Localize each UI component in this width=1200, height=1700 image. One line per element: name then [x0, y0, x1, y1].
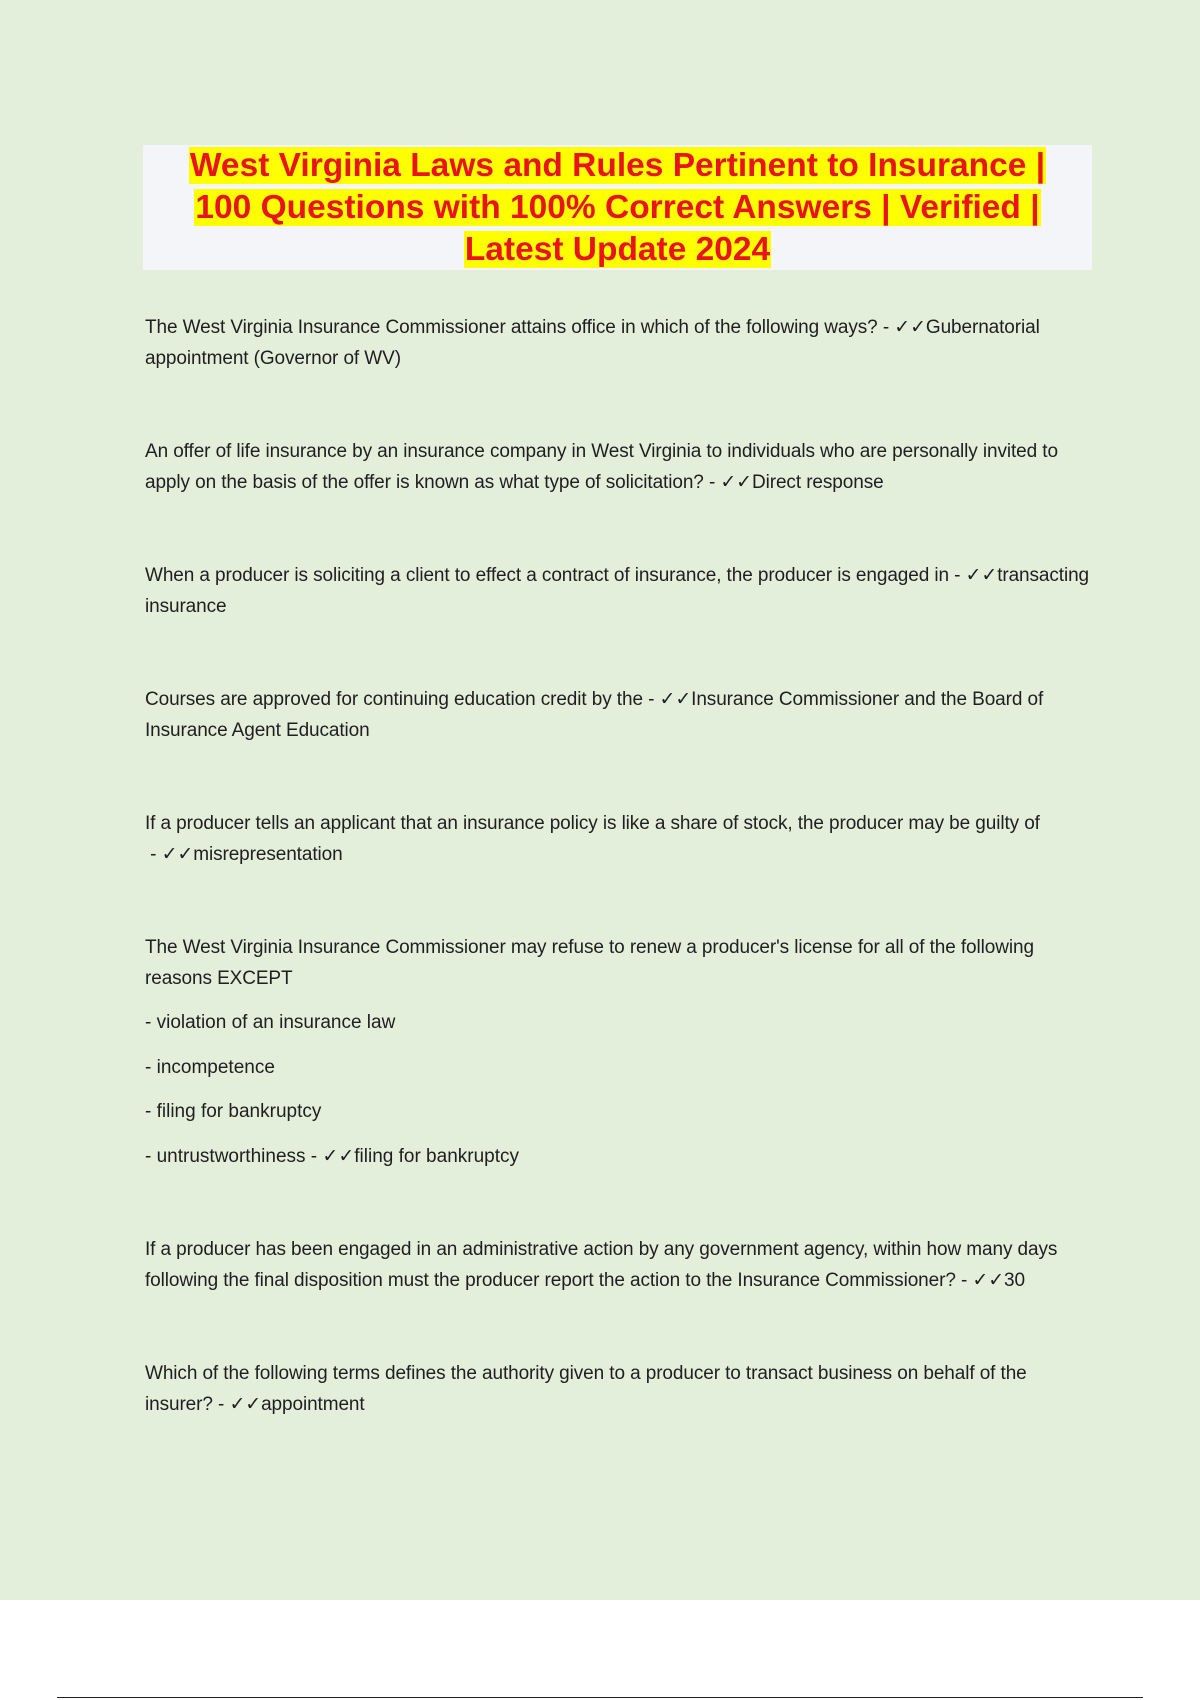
option-item: - violation of an insurance law	[145, 1012, 396, 1033]
answer-text: Direct response	[752, 471, 884, 493]
check-mark-icon: ✓✓	[894, 317, 926, 338]
question-text: If a producer tells an applicant that an insurance policy is like a share of stock, the producer may be guilty of	[145, 813, 1040, 834]
qa-list	[145, 313, 1090, 1483]
answer-text: misrepresentation	[193, 843, 343, 865]
document-title	[143, 145, 1092, 270]
qa-item	[145, 809, 1090, 870]
answer-separator: -	[703, 471, 721, 493]
check-mark-icon: ✓✓	[161, 843, 194, 865]
answer-text: transacting insurance	[145, 565, 1090, 617]
option-text: - untrustworthiness	[145, 1145, 306, 1167]
title-line-1: West Virginia Laws and Rules Pertinent to Insurance |	[189, 147, 1046, 184]
question-text: When a producer is soliciting a client to effect a contract of insurance, the producer is engaged in	[145, 565, 949, 586]
check-mark-icon: ✓✓	[720, 471, 752, 493]
qa-item	[145, 1359, 1090, 1420]
qa-item	[145, 313, 1090, 374]
question-text: The West Virginia Insurance Commissioner may refuse to renew a producer's license for all of the following reasons EXCEPT	[145, 937, 1034, 989]
answer-separator: -	[948, 565, 966, 586]
qa-item-with-options	[145, 933, 1090, 1172]
footer-divider	[57, 1697, 1143, 1698]
title-line-3: Latest Update 2024	[464, 231, 771, 268]
answer-separator: -	[877, 317, 895, 338]
qa-item	[145, 437, 1090, 498]
title-line-2: 100 Questions with 100% Correct Answers | Verified |	[195, 189, 1040, 226]
answer-text: Gubernatorial appointment (Governor of WV)	[145, 317, 1040, 369]
qa-item	[145, 685, 1090, 746]
question-text: An offer of life insurance by an insurance company in West Virginia to individuals who are personally invited to apply on the basis of the offer is known as what type of solicitation?	[145, 441, 1058, 493]
question-text: Which of the following terms defines the authority given to a producer to transact business on behalf of the insurer?	[145, 1363, 1027, 1415]
check-mark-icon: ✓✓	[659, 689, 692, 710]
option-item-last	[145, 1142, 1090, 1173]
question-text: The West Virginia Insurance Commissioner attains office in which of the following ways?	[145, 317, 878, 338]
check-mark-icon: ✓✓	[972, 1269, 1005, 1291]
check-mark-icon: ✓✓	[322, 1145, 355, 1167]
check-mark-icon: ✓✓	[229, 1393, 262, 1415]
answer-text: appointment	[261, 1393, 365, 1415]
answer-separator: -	[955, 1269, 973, 1291]
answer-separator: -	[642, 689, 660, 710]
answer-separator: -	[145, 843, 162, 865]
question-text: If a producer has been engaged in an administrative action by any government agency, within how many days following the final disposition must the producer report the action to the Insurance Commissioner?	[145, 1239, 1058, 1291]
answer-text: 30	[1004, 1269, 1025, 1291]
qa-item	[145, 561, 1090, 622]
option-item: - filing for bankruptcy	[145, 1101, 322, 1122]
answer-text: Insurance Commissioner and the Board of Insurance Agent Education	[145, 689, 1044, 741]
qa-item	[145, 1235, 1090, 1296]
answer-text: filing for bankruptcy	[354, 1145, 519, 1167]
option-item: - incompetence	[145, 1056, 275, 1078]
answer-separator: -	[305, 1145, 323, 1167]
answer-separator: -	[212, 1393, 230, 1415]
check-mark-icon: ✓✓	[965, 565, 998, 586]
question-text: Courses are approved for continuing education credit by the	[145, 689, 643, 710]
